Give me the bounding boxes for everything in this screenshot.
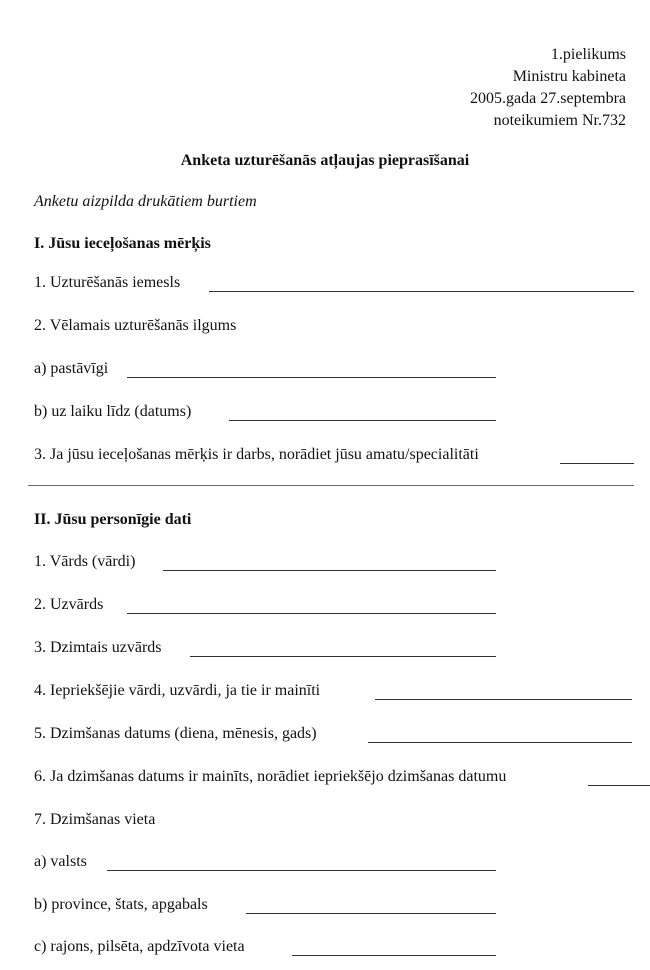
occupation-label: 3. Ja jūsu ieceļošanas mērķis ir darbs, norādiet jūsu amatu/specialitāti: [34, 446, 479, 463]
section-1-heading: I. Jūsu ieceļošanas mērķis: [34, 235, 211, 252]
permanent-field[interactable]: [127, 377, 496, 378]
surname-field[interactable]: [127, 613, 496, 614]
city-field[interactable]: [292, 955, 496, 956]
birth-date-field[interactable]: [368, 742, 632, 743]
duration-label: 2. Vēlamais uzturēšanās ilgums: [34, 317, 237, 334]
city-label: c) rajons, pilsēta, apdzīvota vieta: [34, 938, 245, 955]
purpose-label: 1. Uzturēšanās iemesls: [34, 274, 181, 291]
previous-birth-date-label: 6. Ja dzimšanas datums ir mainīts, norādiet iepriekšējo dzimšanas datumu: [34, 768, 507, 785]
occupation-field[interactable]: [560, 463, 634, 464]
previous-names-field[interactable]: [375, 699, 632, 700]
permanent-label: a) pastāvīgi: [34, 360, 109, 377]
until-date-label: b) uz laiku līdz (datums): [34, 403, 192, 420]
until-date-field[interactable]: [229, 420, 496, 421]
country-label: a) valsts: [34, 853, 87, 870]
birth-surname-label: 3. Dzimtais uzvārds: [34, 639, 162, 656]
regulation-date: 2005.gada 27.septembra: [470, 90, 626, 107]
purpose-field[interactable]: [209, 291, 634, 292]
annex-number: 1.pielikums: [550, 46, 626, 63]
form-title: Anketa uzturēšanās atļaujas pieprasīšanai: [180, 152, 470, 169]
first-name-label: 1. Vārds (vārdi): [34, 553, 136, 570]
province-label: b) province, štats, apgabals: [34, 896, 208, 913]
previous-birth-date-field[interactable]: [588, 785, 650, 786]
birthplace-label: 7. Dzimšanas vieta: [34, 811, 156, 828]
regulation-number: noteikumiem Nr.732: [493, 112, 626, 129]
issuer: Ministru kabineta: [512, 68, 626, 85]
first-name-field[interactable]: [163, 570, 496, 571]
birth-date-label: 5. Dzimšanas datums (diena, mēnesis, gads): [34, 725, 317, 742]
surname-label: 2. Uzvārds: [34, 596, 104, 613]
birth-surname-field[interactable]: [190, 656, 496, 657]
province-field[interactable]: [246, 913, 496, 914]
section-2-heading: II. Jūsu personīgie dati: [34, 511, 192, 528]
previous-names-label: 4. Iepriekšējie vārdi, uzvārdi, ja tie ir mainīti: [34, 682, 321, 699]
section-divider: [28, 485, 634, 486]
country-field[interactable]: [107, 870, 496, 871]
instruction-text: Anketu aizpilda drukātiem burtiem: [34, 193, 257, 210]
